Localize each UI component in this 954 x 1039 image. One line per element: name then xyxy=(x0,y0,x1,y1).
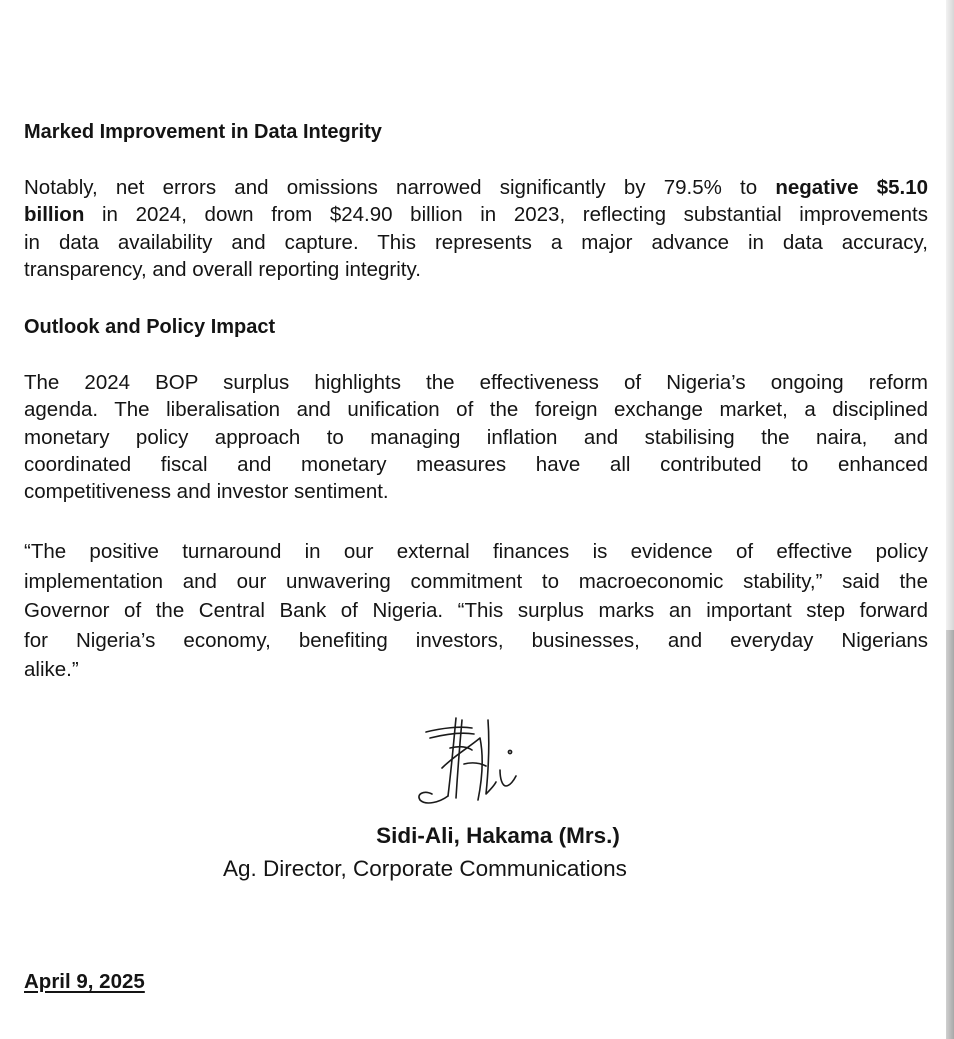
paragraph-data-integrity xyxy=(24,174,928,283)
paragraph-line: agenda. The liberalisation and unification of the foreign exchange market, a disciplined xyxy=(24,398,928,422)
paragraph-governor-quote xyxy=(24,537,928,685)
signatory-title: Ag. Director, Corporate Communications xyxy=(223,856,627,881)
bold-amount: negative $5.10 xyxy=(775,176,928,199)
paragraph-line: The 2024 BOP surplus highlights the effectiveness of Nigeria’s ongoing reform xyxy=(24,371,928,394)
section-heading-data-integrity: Marked Improvement in Data Integrity xyxy=(24,121,382,143)
text-run: in 2024, down from $24.90 billion in 2023, reflecting substantial improvements xyxy=(84,203,928,227)
paragraph-line: implementation and our unwavering commitment to macroeconomic stability,” said the xyxy=(24,569,928,593)
paragraph-line: transparency, and overall reporting integrity. xyxy=(24,257,421,281)
paragraph-line: coordinated fiscal and monetary measures have all contributed to enhanced xyxy=(24,452,928,476)
paragraph-line: in data availability and capture. This represents a major advance in data accuracy, xyxy=(24,230,928,254)
paragraph-line: Governor of the Central Bank of Nigeria. “This surplus marks an important step forward xyxy=(24,599,928,622)
paragraph-line: monetary policy approach to managing inflation and stabilising the naira, and xyxy=(24,425,928,449)
paragraph-line: “The positive turnaround in our external finances is evidence of effective policy xyxy=(24,540,928,563)
text-run: Notably, net errors and omissions narrowed significantly by 79.5% to xyxy=(24,176,776,199)
paragraph-line: for Nigeria’s economy, benefiting investors, businesses, and everyday Nigerians xyxy=(24,628,928,652)
page-edge-shadow-lower xyxy=(946,630,954,1039)
paragraph-outlook xyxy=(24,369,928,505)
release-date: April 9, 2025 xyxy=(24,970,145,993)
handwritten-signature xyxy=(412,708,542,808)
paragraph-line xyxy=(24,201,928,228)
signatory-name: Sidi-Ali, Hakama (Mrs.) xyxy=(376,823,620,848)
paragraph-line xyxy=(24,174,928,201)
paragraph-line: alike.” xyxy=(24,658,79,681)
bold-amount-unit: billion xyxy=(24,203,85,227)
paragraph-line: competitiveness and investor sentiment. xyxy=(24,480,389,504)
section-heading-outlook: Outlook and Policy Impact xyxy=(24,316,276,338)
